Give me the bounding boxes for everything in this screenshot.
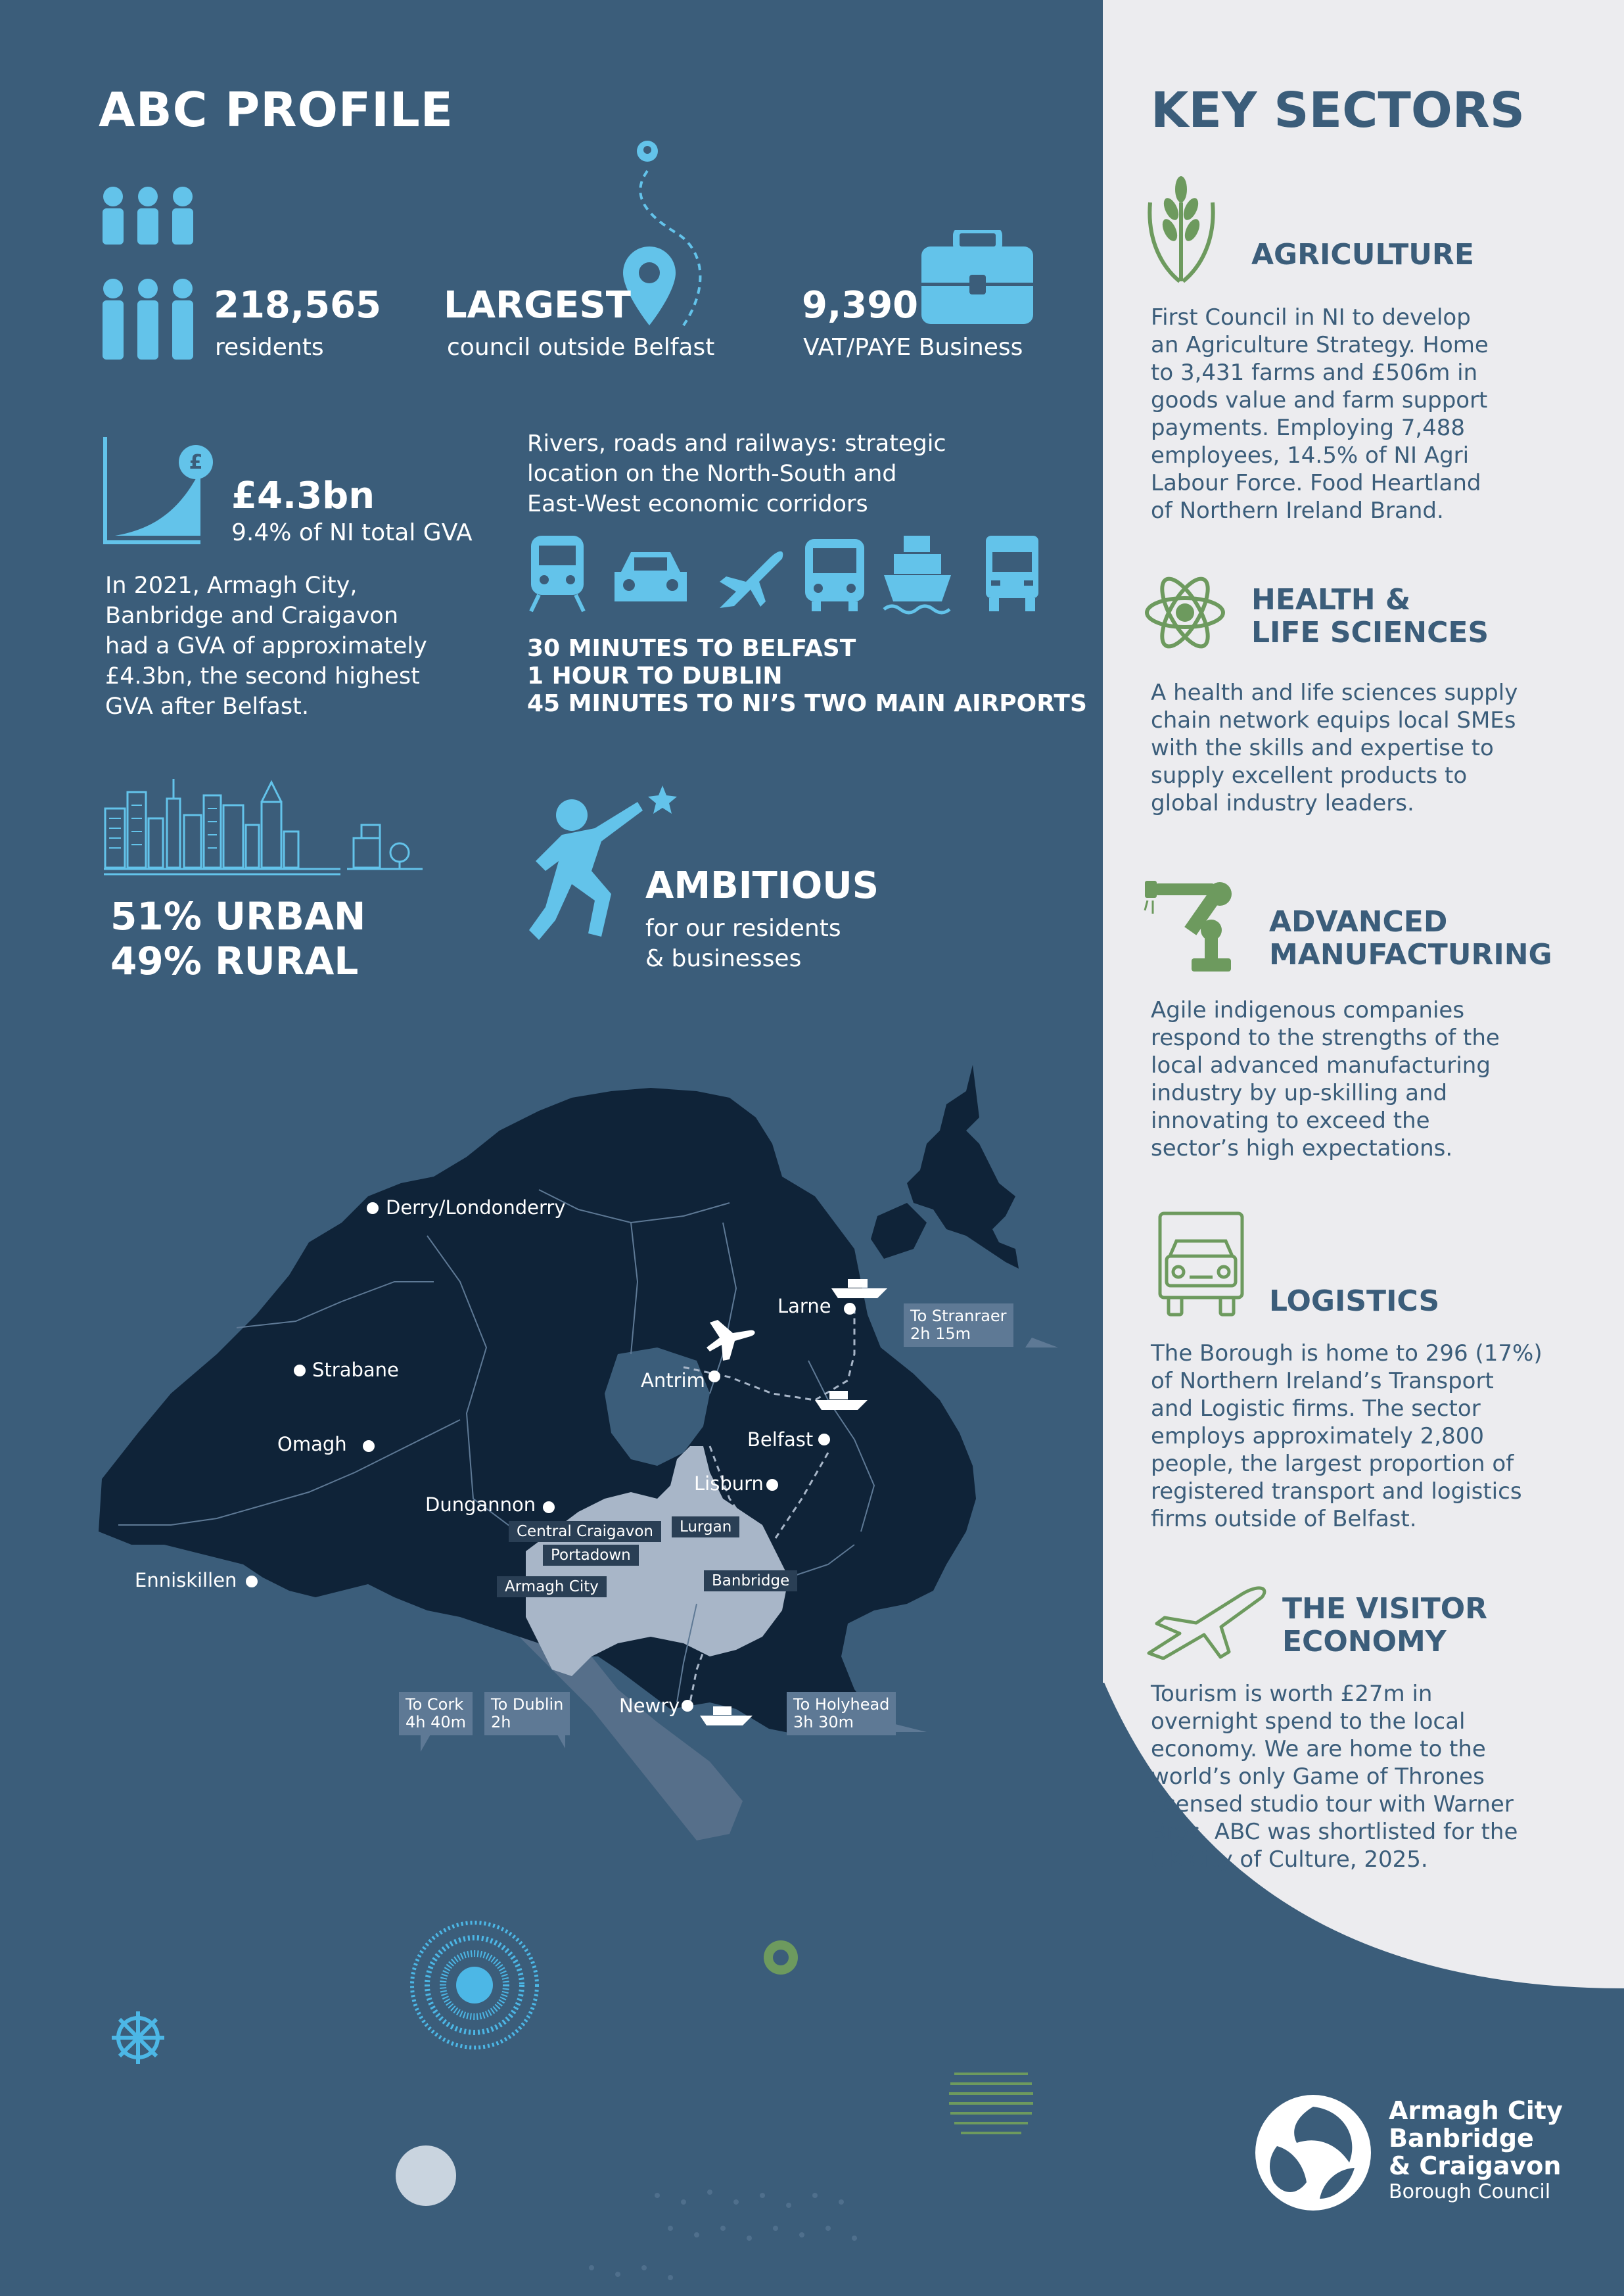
town-newry: Newry [619,1695,680,1717]
robot-arm-icon [1142,874,1261,973]
largest-value: LARGEST [444,284,631,327]
urban-rural: 51% URBAN 49% RURAL [110,894,366,983]
gva-text: In 2021, Armagh City, Banbridge and Craigavon had a GVA of approximately £4.3bn, the second highest GVA after Belfast. [105,573,427,720]
key-sectors-panel [1103,0,1624,2296]
town-larne: Larne [777,1295,831,1317]
location-text: Rivers, roads and railways: strategic location on the North-South and East-West economic corridors [527,431,946,517]
dest-holyhead: To Holyhead 3h 30m [787,1692,896,1735]
town-derry: Derry/Londonderry [386,1196,566,1219]
sector-manufacturing-title: ADVANCED MANUFACTURING [1269,905,1552,972]
striped-circle-icon [949,2074,1033,2133]
sectors-title: KEY SECTORS [1151,82,1525,139]
atom-icon [1142,567,1228,659]
svg-text:£: £ [189,451,203,474]
sector-logistics-body: The Borough is home to 296 (17%) of Northern Ireland’s Transport and Logistic firms. The sector employs approximately 2,800 people, the largest proportion of registered transport and logistics firms outside of Belfast. [1151,1340,1543,1532]
gva-value: £4.3bn [231,475,375,517]
sector-manufacturing-body: Agile indigenous companies respond to the strengths of the local advanced manufacturing industry by up-skilling and innovating to exceed the sector’s high expectations. [1151,997,1500,1161]
sector-logistics-title: LOGISTICS [1269,1284,1440,1318]
sector-visitor-body: Tourism is worth £27m in overnight spend to the local economy. We are home to the world’s only Game of Thrones licensed studio tour with Warner Bros. ABC was shortlisted for the UK City of Culture, 2025. [1151,1681,1518,1873]
town-strabane: Strabane [312,1359,399,1381]
town-enniskillen: Enniskillen [135,1569,237,1591]
town-dungannon: Dungannon [425,1493,536,1516]
sector-health-body: A health and life sciences supply chain network equips local SMEs with the skills and expertise to supply excellent products to global industry leaders. [1151,680,1518,816]
travel-times: 30 MINUTES TO BELFAST 1 HOUR TO DUBLIN 45 MINUTES TO NI’S TWO MAIN AIRPORTS [527,635,1087,717]
gear-icon [764,1940,798,1975]
truck-front-icon [1157,1211,1245,1318]
town-omagh: Omagh [277,1433,347,1455]
tag-banbridge: Banbridge [704,1570,797,1591]
ambitious-title: AMBITIOUS [645,864,879,907]
tag-portadown: Portadown [543,1545,639,1566]
tag-central-craigavon: Central Craigavon [509,1521,661,1542]
ambitious-lines: for our residents & businesses [645,915,841,972]
business-label: VAT/PAYE Business [803,334,1023,361]
sector-agriculture-title: AGRICULTURE [1251,238,1474,271]
town-belfast: Belfast [747,1428,814,1451]
council-logo-text: Armagh City Banbridge & Craigavon Borough Council [1389,2096,1563,2203]
tag-armagh-city: Armagh City [497,1576,607,1597]
residents-value: 218,565 [214,284,382,327]
page-title: ABC PROFILE [99,82,453,137]
largest-label: council outside Belfast [447,334,715,361]
wheat-icon [1144,176,1219,285]
sector-agriculture-body: First Council in NI to develop an Agriculture Strategy. Home to 3,431 farms and £506m in goods value and farm support payments. Employing 7,488 employees, 14.5% of NI Agri Labour Force. Food Heartland of Northern Ireland Brand. [1151,304,1489,524]
plane-icon [1144,1581,1272,1660]
residents-label: residents [215,334,324,361]
dest-dublin: To Dublin 2h [484,1692,570,1735]
dest-stranraer: To Stranraer 2h 15m [904,1303,1013,1347]
snowflake-icon [112,2011,164,2064]
sector-health-title: HEALTH & LIFE SCIENCES [1251,583,1489,649]
town-lisburn: Lisburn [694,1472,764,1495]
dest-cork: To Cork 4h 40m [399,1692,473,1735]
gva-label: 9.4% of NI total GVA [231,519,473,546]
decorative-patterns [0,1893,1098,2296]
tag-lurgan: Lurgan [672,1516,739,1537]
sector-visitor-title: THE VISITOR ECONOMY [1282,1592,1487,1658]
town-antrim: Antrim [641,1369,705,1392]
council-logo-icon [1251,2090,1376,2215]
business-value: 9,390 [802,284,919,327]
great-britain-shape [907,1065,1019,1269]
